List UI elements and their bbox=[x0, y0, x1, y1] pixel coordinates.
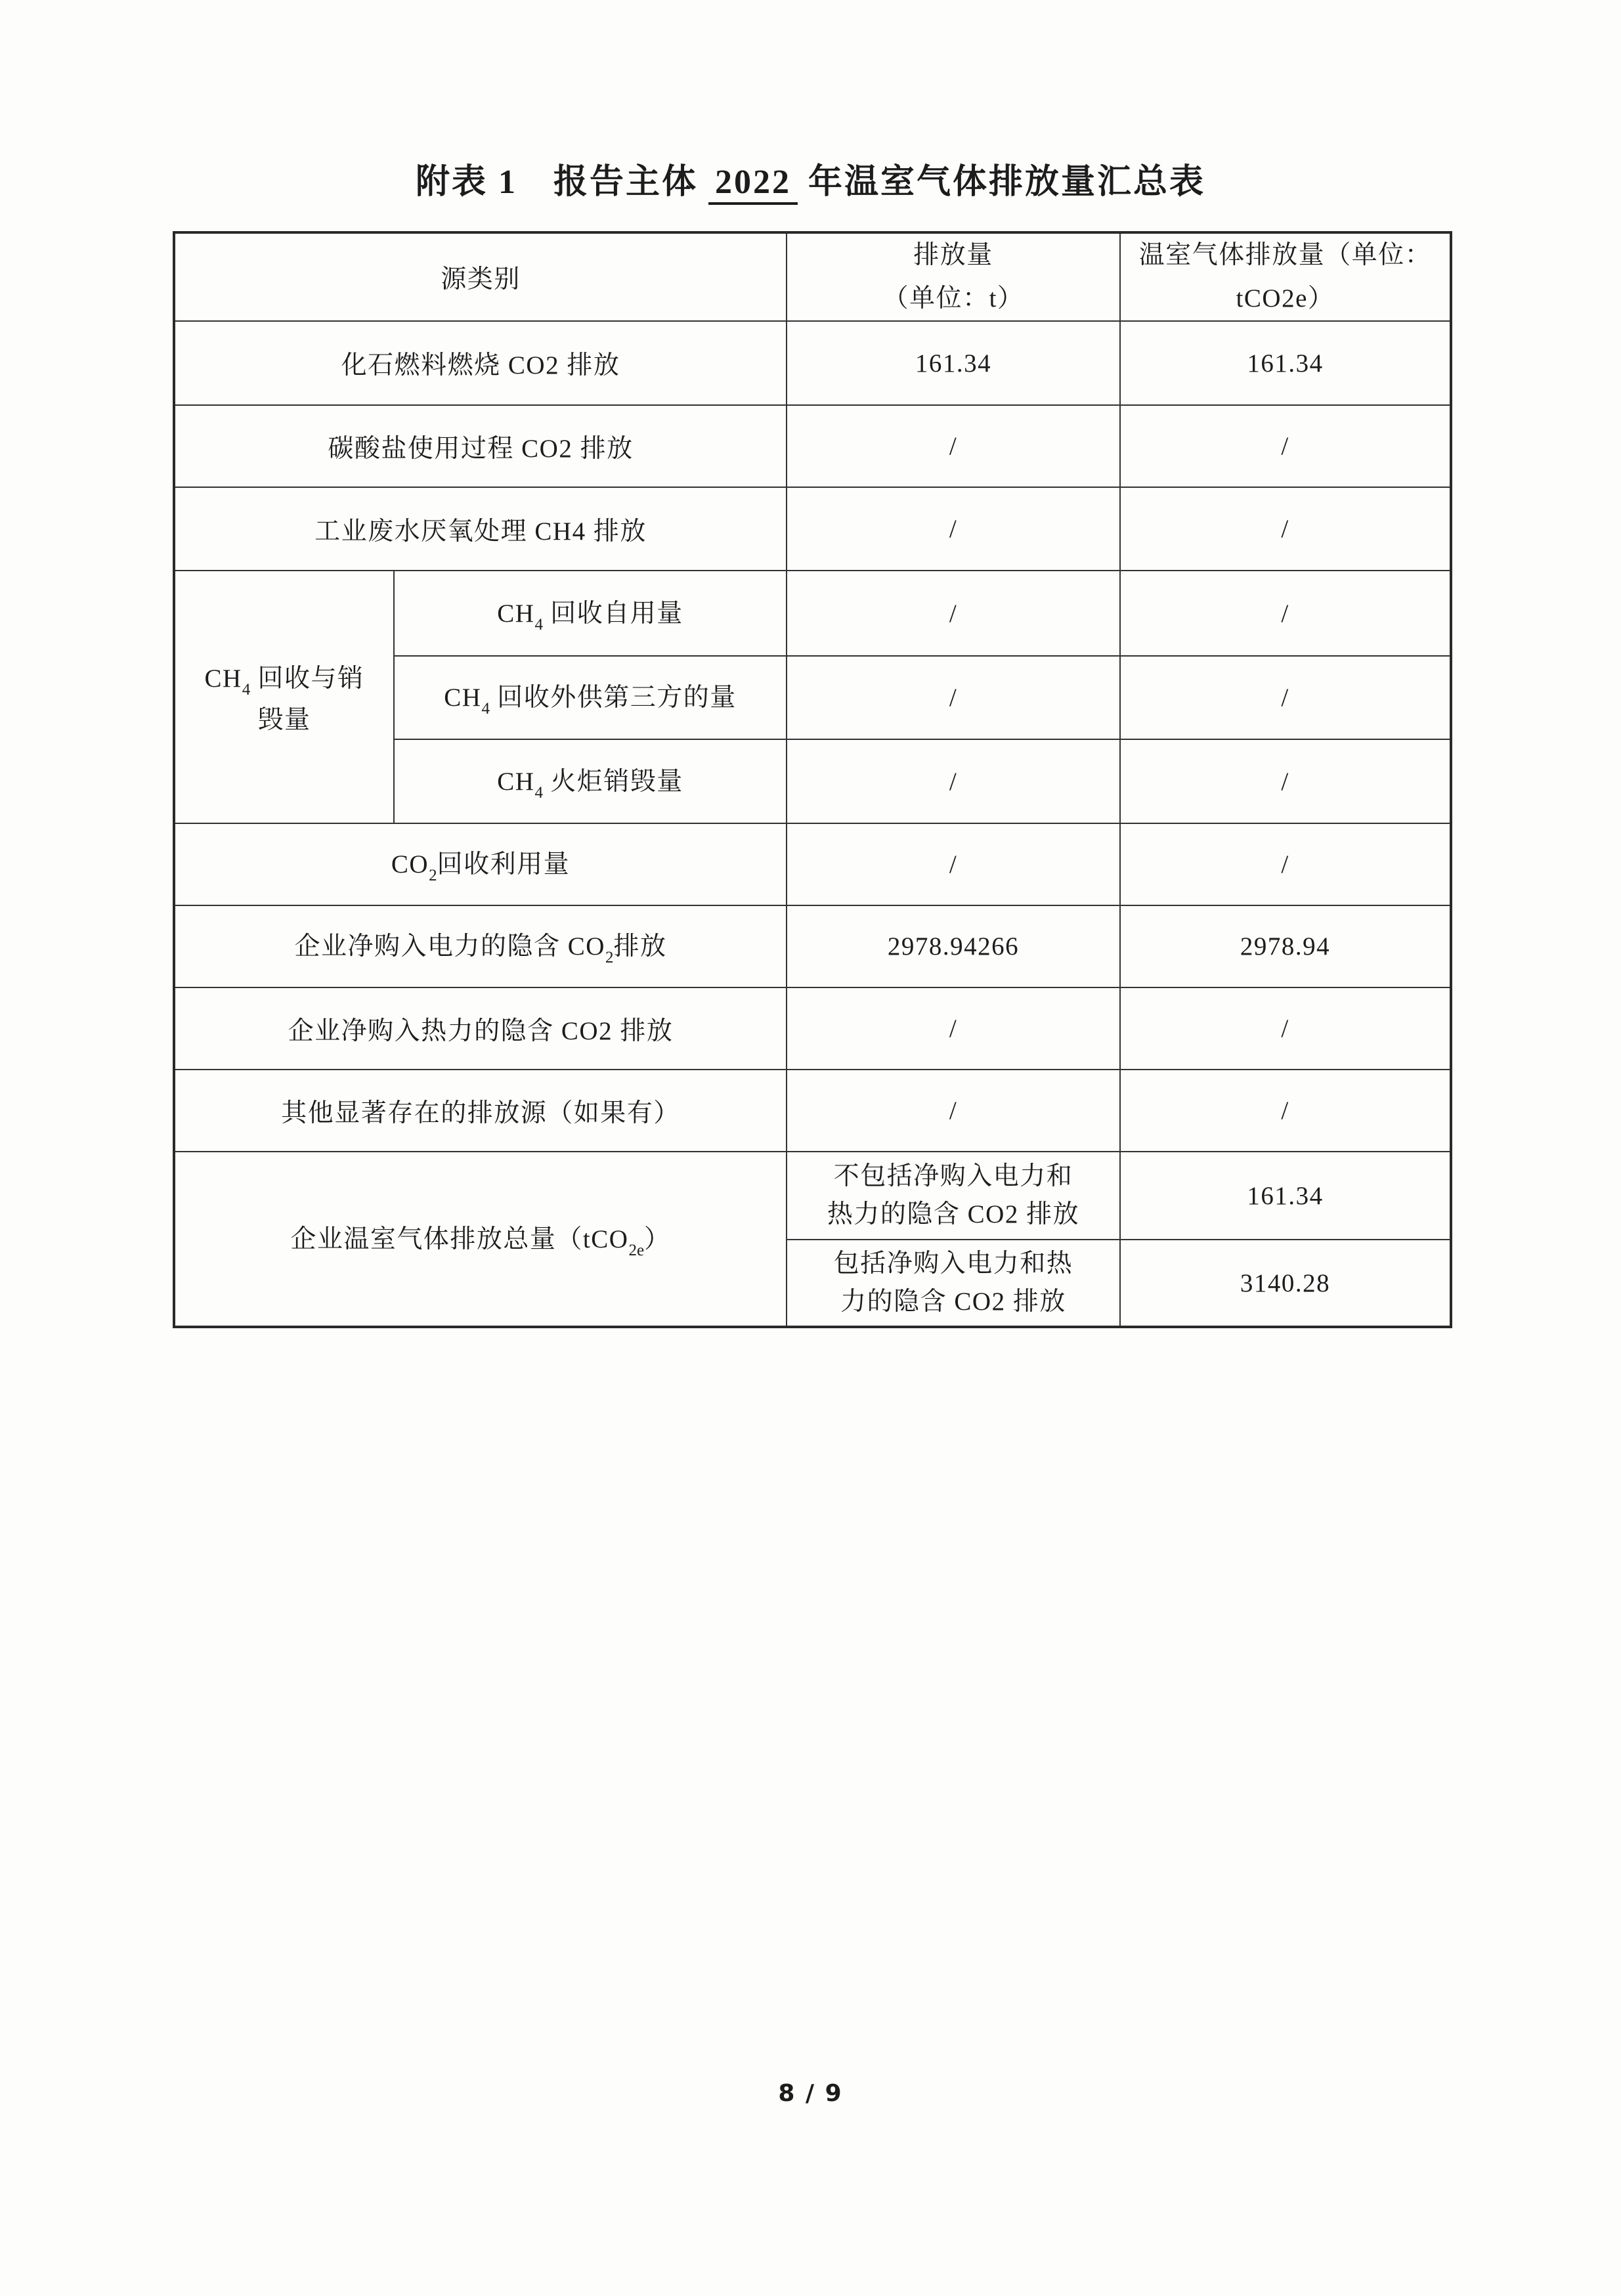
row-ch4-flare-label bbox=[394, 739, 787, 823]
row-wastewater-label: 工业废水厌氧处理 CH4 排放 bbox=[174, 487, 787, 571]
ch4-flare-pre: CH bbox=[497, 767, 535, 796]
total-incl-desc-line1: 包括净购入电力和热 bbox=[833, 1249, 1073, 1278]
row-wastewater bbox=[174, 487, 1451, 571]
co2-recovery-sub: 2 bbox=[429, 867, 437, 884]
electricity-post: 排放 bbox=[613, 932, 667, 961]
row-fossil-label: 化石燃料燃烧 CO2 排放 bbox=[174, 321, 787, 405]
ch4-self-post: 回收自用量 bbox=[542, 599, 683, 628]
row-fossil-ghg: 161.34 bbox=[1120, 321, 1451, 405]
row-carbonate bbox=[174, 405, 1451, 487]
electricity-pre: 企业净购入电力的隐含 CO bbox=[294, 932, 605, 961]
total-group-post: ） bbox=[644, 1224, 671, 1253]
row-total-incl-desc bbox=[787, 1240, 1120, 1327]
ch4-self-pre: CH bbox=[497, 599, 535, 628]
row-ch4-self-ghg: / bbox=[1120, 571, 1451, 656]
row-fossil-emission: 161.34 bbox=[787, 321, 1120, 405]
row-co2-recovery-ghg: / bbox=[1120, 823, 1451, 905]
table-header-row bbox=[174, 232, 1451, 321]
row-other-sources bbox=[174, 1070, 1451, 1152]
row-wastewater-emission: / bbox=[787, 487, 1120, 571]
page-title bbox=[0, 154, 1621, 203]
total-group-sub: 2e bbox=[628, 1241, 645, 1259]
row-carbonate-ghg: / bbox=[1120, 405, 1451, 487]
ch4-third-post: 回收外供第三方的量 bbox=[489, 683, 737, 712]
row-co2-recovery-label bbox=[174, 823, 787, 905]
row-fossil-fuel bbox=[174, 321, 1451, 405]
header-source-category: 源类别 bbox=[174, 232, 787, 321]
ch4-group-post: 回收与销 bbox=[250, 664, 364, 693]
row-ch4-third-emission: / bbox=[787, 656, 1120, 739]
row-ch4-self-label bbox=[394, 571, 787, 656]
row-electricity-emission: 2978.94266 bbox=[787, 905, 1120, 987]
row-ch4-self-use bbox=[174, 571, 1451, 656]
ch4-flare-sub: 4 bbox=[534, 783, 543, 802]
row-heat bbox=[174, 987, 1451, 1070]
ch4-group-line2: 毁量 bbox=[257, 706, 311, 734]
row-other-label: 其他显著存在的排放源（如果有） bbox=[174, 1070, 787, 1152]
row-heat-emission: / bbox=[787, 987, 1120, 1070]
row-co2-recovery bbox=[174, 823, 1451, 905]
electricity-sub: 2 bbox=[605, 949, 614, 966]
page-title-suffix: 年温室气体排放量汇总表 bbox=[798, 163, 1206, 201]
page-title-year-underlined: 2022 bbox=[708, 163, 798, 205]
row-total-excl-ghg: 161.34 bbox=[1120, 1152, 1451, 1240]
row-total-excluding bbox=[174, 1152, 1451, 1240]
row-electricity-label bbox=[174, 905, 787, 987]
ch4-group-sub: 4 bbox=[242, 681, 251, 699]
ch4-group-line1 bbox=[175, 658, 393, 699]
ch4-self-sub: 4 bbox=[534, 615, 543, 634]
ch4-third-sub: 4 bbox=[481, 700, 490, 718]
row-total-excl-desc bbox=[787, 1152, 1120, 1240]
row-ch4-self-emission: / bbox=[787, 571, 1120, 656]
cell-total-group-label bbox=[174, 1152, 787, 1327]
total-excl-desc-line1: 不包括净购入电力和 bbox=[833, 1162, 1073, 1190]
header-emission-line1: 排放量 bbox=[913, 241, 993, 269]
row-other-emission: / bbox=[787, 1070, 1120, 1152]
header-ghg-line2: tCO2e） bbox=[1236, 284, 1335, 313]
page-number: 8 / 9 bbox=[778, 2080, 843, 2107]
header-emission-unit-t bbox=[787, 232, 1120, 321]
row-electricity-ghg: 2978.94 bbox=[1120, 905, 1451, 987]
ch4-flare-post: 火炬销毁量 bbox=[542, 767, 683, 796]
co2-recovery-pre: CO bbox=[391, 850, 429, 878]
row-total-incl-ghg: 3140.28 bbox=[1120, 1240, 1451, 1327]
total-group-pre: 企业温室气体排放总量（tCO bbox=[290, 1224, 629, 1253]
row-electricity bbox=[174, 905, 1451, 987]
row-wastewater-ghg: / bbox=[1120, 487, 1451, 571]
header-ghg-unit-tco2e bbox=[1120, 232, 1451, 321]
row-other-ghg: / bbox=[1120, 1070, 1451, 1152]
ch4-third-pre: CH bbox=[444, 683, 482, 712]
row-carbonate-label: 碳酸盐使用过程 CO2 排放 bbox=[174, 405, 787, 487]
header-emission-line2: （单位：t） bbox=[882, 284, 1024, 313]
ghg-emissions-summary-table bbox=[173, 231, 1452, 1328]
ch4-group-pre: CH bbox=[204, 664, 242, 693]
co2-recovery-post: 回收利用量 bbox=[437, 850, 571, 878]
header-ghg-line1: 温室气体排放量（单位： bbox=[1138, 241, 1432, 269]
page-title-prefix: 附表 1 报告主体 bbox=[415, 163, 708, 201]
row-co2-recovery-emission: / bbox=[787, 823, 1120, 905]
row-ch4-flare-emission: / bbox=[787, 739, 1120, 823]
total-excl-desc-line2: 热力的隐含 CO2 排放 bbox=[827, 1200, 1080, 1228]
row-ch4-third-ghg: / bbox=[1120, 656, 1451, 739]
row-ch4-third-label bbox=[394, 656, 787, 739]
row-carbonate-emission: / bbox=[787, 405, 1120, 487]
row-heat-ghg: / bbox=[1120, 987, 1451, 1070]
cell-ch4-group-label bbox=[174, 571, 394, 823]
total-incl-desc-line2: 力的隐含 CO2 排放 bbox=[840, 1288, 1066, 1316]
row-ch4-flare-ghg: / bbox=[1120, 739, 1451, 823]
row-heat-label: 企业净购入热力的隐含 CO2 排放 bbox=[174, 987, 787, 1070]
